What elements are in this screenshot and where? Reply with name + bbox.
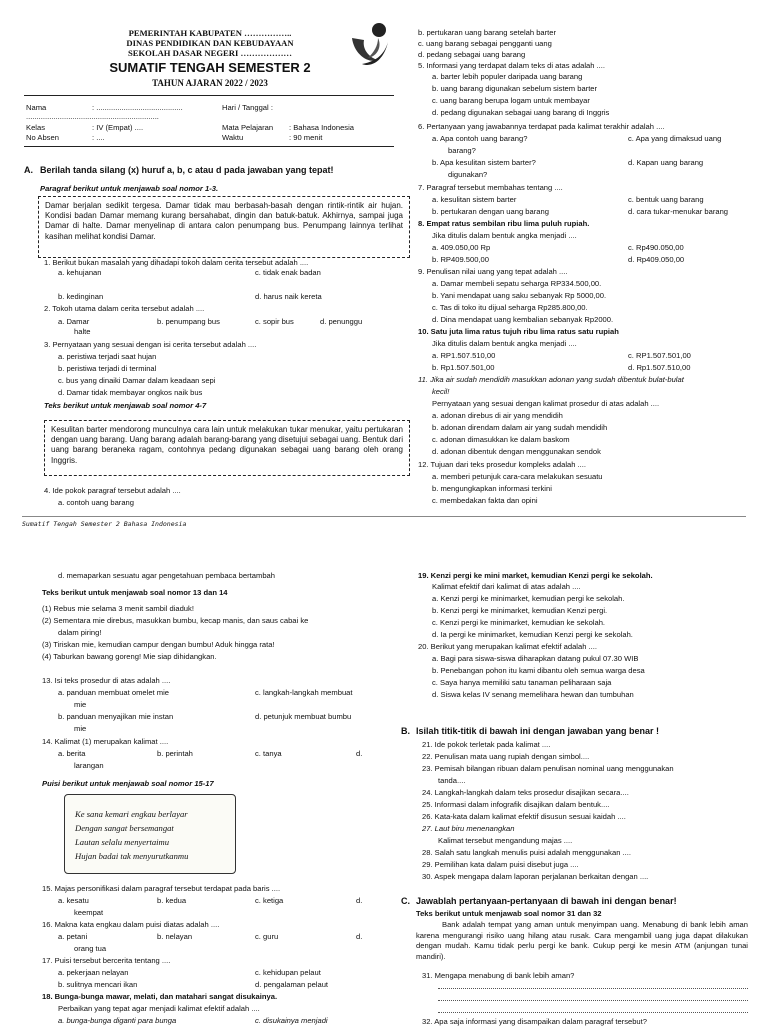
question-25: 25. Informasi dalam infografik disajikan dalam bentuk....: [422, 800, 610, 809]
question-10-sub: Jika ditulis dalam bentuk angka menjadi ....: [432, 339, 577, 348]
option-3d[interactable]: d. Damar tidak membayar ongkos naik bus: [58, 388, 203, 397]
option-19c[interactable]: c. Kenzi pergi ke minimarket, kemudian ke sekolah.: [432, 618, 606, 627]
school-logo: [348, 20, 394, 72]
poem-heading: Puisi berikut untuk menjawab soal nomor 15-17: [42, 779, 214, 788]
bank-passage: Bank adalah tempat yang aman untuk menyimpan uang. Menabung di bank lebih aman karena mengurangi risiko uang hilang atau rusak. Cara mengambil uang juga dapat dilakukan dengan mudah. Kamu tidak perlu pergi ke bank. Cukup pergi ke mesin ATM (anjungan tunai mandiri).: [416, 920, 748, 961]
question-7: 7. Paragraf tersebut membahas tentang ....: [418, 183, 563, 192]
footer-rule: [22, 516, 746, 517]
question-6: 6. Pertanyaan yang jawabannya terdapat pada kalimat terakhir adalah ....: [418, 122, 665, 131]
mie-step-3: (3) Tiriskan mie, kemudian campur dengan bumbu! Aduk hingga rata!: [42, 640, 275, 649]
option-16b[interactable]: b. nelayan: [157, 932, 193, 941]
poem-line-1: Ke sana kemari engkau berlayar: [75, 809, 188, 819]
exam-year: TAHUN AJARAN 2022 / 2023: [152, 78, 268, 88]
option-11b[interactable]: b. adonan direndam dalam air yang sudah mendidih: [432, 423, 608, 432]
question-12: 12. Tujuan dari teks prosedur kompleks adalah ....: [418, 460, 587, 469]
section-b-letter: B.: [401, 726, 410, 736]
option-14d[interactable]: d.: [356, 749, 363, 758]
option-5c[interactable]: c. uang barang berupa logam untuk membayar: [432, 96, 590, 105]
option-9b[interactable]: b. Yani mendapat uang saku sebanyak Rp 5000,00.: [432, 291, 607, 300]
option-7c[interactable]: c. bentuk uang barang: [628, 195, 704, 204]
option-4a[interactable]: a. contoh uang barang: [58, 498, 135, 507]
question-18-sub: Perbaikan yang tepat agar menjadi kalimat efektif adalah ....: [58, 1004, 260, 1013]
question-10: 10. Satu juta lima ratus tujuh ribu lima ratus satu rupiah: [418, 327, 619, 336]
option-11a[interactable]: a. adonan direbus di air yang mendidih: [432, 411, 563, 420]
question-16: 16. Makna kata engkau dalam puisi diatas adalah ....: [42, 920, 220, 929]
question-28: 28. Salah satu langkah menulis puisi adalah menggunakan ....: [422, 848, 631, 857]
option-1c[interactable]: c. tidak enak badan: [255, 268, 321, 277]
option-10a[interactable]: a. RP1.507.510,00: [432, 351, 496, 360]
label-kelas: Kelas: [26, 123, 45, 132]
answer-line-31b[interactable]: [438, 1000, 748, 1001]
option-8a[interactable]: a. 409.050,00 Rp: [432, 243, 491, 252]
option-10b[interactable]: b. Rp1.507.501,00: [432, 363, 495, 372]
option-13d[interactable]: d. petunjuk membuat bumbu: [255, 712, 352, 721]
option-6d[interactable]: d. Kapan uang barang: [628, 158, 704, 167]
option-1d[interactable]: d. harus naik kereta: [255, 292, 322, 301]
mie-step-4: (4) Taburkan bawang goreng! Mie siap dihidangkan.: [42, 652, 217, 661]
option-6d-continued: digunakan?: [448, 170, 488, 179]
label-nama: Nama: [26, 103, 47, 112]
option-13a[interactable]: a. panduan membuat omelet mie: [58, 688, 170, 697]
question-24: 24. Langkah-langkah dalam teks prosedur disajikan secara....: [422, 788, 629, 797]
option-10d[interactable]: d. Rp1.507.510,00: [628, 363, 691, 372]
option-13c[interactable]: c. langkah-langkah membuat: [255, 688, 353, 697]
question-22: 22. Penulisan mata uang rupiah dengan simbol....: [422, 752, 590, 761]
option-13a-continued: mie: [74, 700, 87, 709]
option-13b[interactable]: b. panduan menyajikan mie instan: [58, 712, 174, 721]
question-27: 27. Laut biru menenangkan: [422, 824, 515, 833]
option-15d-continued: keempat: [74, 908, 104, 917]
mie-step-2: (2) Sementara mie direbus, masukkan bumbu, kecap manis, dan saus cabai ke: [42, 616, 309, 625]
question-19: 19. Kenzi pergi ke mini market, kemudian Kenzi pergi ke sekolah.: [418, 571, 653, 580]
option-16d[interactable]: d.: [356, 932, 363, 941]
header-rule: [24, 95, 394, 96]
option-5a[interactable]: a. barter lebih populer daripada uang barang: [432, 72, 583, 81]
option-7a[interactable]: a. kesulitan sistem barter: [432, 195, 517, 204]
question-21: 21. Ide pokok terletak pada kalimat ....: [422, 740, 551, 749]
option-6a[interactable]: a. Apa contoh uang barang?: [432, 134, 528, 143]
paragraph-1-heading: Paragraf berikut untuk menjawab soal nomor 1-3.: [40, 184, 219, 193]
question-23-continued: tanda....: [438, 776, 466, 785]
question-1: 1. Berikut bukan masalah yang dihadapi tokoh dalam cerita tersebut adalah ....: [44, 258, 309, 267]
value-waktu: : 90 menit: [289, 133, 323, 142]
value-mapel: : Bahasa Indonesia: [289, 123, 355, 132]
section-c-title: Jawablah pertanyaan-pertanyaan di bawah ini dengan benar!: [416, 896, 677, 906]
option-18c[interactable]: c. disukainya menjadi: [255, 1016, 328, 1025]
question-23: 23. Pemisah bilangan ribuan dalam penulisan nominal uang menggunakan: [422, 764, 674, 773]
option-6c[interactable]: c. Apa yang dimaksud uang: [628, 134, 722, 143]
option-1b[interactable]: b. kedinginan: [58, 292, 104, 301]
option-16a[interactable]: a. petani: [58, 932, 88, 941]
reading-passage-barter: Kesulitan barter mendorong munculnya cara lain untuk melakukan tukar menukar, yaitu pertukaran dengan uang barang. Uang barang adalah barang-barang yang disetujui sebagai uang. Bentuk dari uang barang beraneka ragam, contohnya pedang digunakan sebagai uang barang oleh orang Inggris.: [44, 420, 410, 476]
label-waktu: Waktu: [222, 133, 244, 142]
option-12d[interactable]: d. memaparkan sesuatu agar pengetahuan pembaca bertambah: [58, 571, 275, 580]
question-11-continued: kecil!: [432, 387, 450, 396]
option-4d[interactable]: d. pedang sebagai uang barang: [418, 50, 526, 59]
option-8b[interactable]: b. RP409.500,00: [432, 255, 489, 264]
option-17c[interactable]: c. kehidupan pelaut: [255, 968, 321, 977]
option-20b[interactable]: b. Penebangan pohon itu kami dibantu oleh semua warga desa: [432, 666, 645, 675]
option-10c[interactable]: c. RP1.507.501,00: [628, 351, 691, 360]
exam-title: SUMATIF TENGAH SEMESTER 2: [109, 60, 311, 75]
label-hari-tanggal: Hari / Tanggal :: [222, 103, 273, 112]
option-15b[interactable]: b. kedua: [157, 896, 187, 905]
identity-rule: [24, 146, 394, 147]
question-32: 32. Apa saja informasi yang disampaikan dalam paragraf tersebut?: [422, 1017, 647, 1026]
option-3a[interactable]: a. peristiwa terjadi saat hujan: [58, 352, 157, 361]
question-2: 2. Tokoh utama dalam cerita tersebut adalah ....: [44, 304, 205, 313]
option-14d-continued: larangan: [74, 761, 104, 770]
option-12b[interactable]: b. mengungkapkan informasi terkini: [432, 484, 552, 493]
option-17a[interactable]: a. pekerjaan nelayan: [58, 968, 129, 977]
question-19-sub: Kalimat efektif dari kalimat di atas adalah ....: [432, 582, 581, 591]
question-30: 30. Aspek mengapa dalam laporan perjalanan berkaitan dengan ....: [422, 872, 649, 881]
option-2b[interactable]: b. penumpang bus: [157, 317, 220, 326]
option-14a[interactable]: a. berita: [58, 749, 86, 758]
label-absen: No Absen: [26, 133, 59, 142]
option-14b[interactable]: b. perintah: [157, 749, 193, 758]
question-17: 17. Puisi tersebut bercerita tentang ....: [42, 956, 171, 965]
question-26: 26. Kata-kata dalam kalimat efektif disusun sesuai kaidah ....: [422, 812, 626, 821]
header-government: PEMERINTAH KABUPATEN ……………..: [128, 28, 292, 38]
option-6b[interactable]: b. Apa kesulitan sistem barter?: [432, 158, 536, 167]
question-14: 14. Kalimat (1) merupakan kalimat ....: [42, 737, 169, 746]
option-17d[interactable]: d. pengalaman pelaut: [255, 980, 329, 989]
question-11: 11. Jika air sudah mendidih masukkan adonan yang sudah dibentuk bulat-bulat: [418, 375, 684, 384]
section-b-title: Isilah titik-titik di bawah ini dengan jawaban yang benar !: [416, 726, 660, 736]
section-c-letter: C.: [401, 896, 410, 906]
paragraph-2-heading: Teks berikut untuk menjawab soal nomor 4-7: [44, 401, 207, 410]
option-3b[interactable]: b. peristiwa terjadi di terminal: [58, 364, 157, 373]
question-5: 5. Informasi yang terdapat dalam teks di atas adalah ....: [418, 61, 605, 70]
option-3c[interactable]: c. bus yang dinaiki Damar dalam keadaan sepi: [58, 376, 216, 385]
option-7d[interactable]: d. cara tukar-menukar barang: [628, 207, 729, 216]
option-2d-continued: halte: [74, 327, 91, 336]
option-11d[interactable]: d. adonan dibentuk dengan menggunakan sendok: [432, 447, 601, 456]
option-14c[interactable]: c. tanya: [255, 749, 282, 758]
option-19d[interactable]: d. Ia pergi ke minimarket, kemudian Kenzi pergi ke sekolah.: [432, 630, 633, 639]
option-8d[interactable]: d. Rp409.050,00: [628, 255, 685, 264]
question-9: 9. Penulisan nilai uang yang tepat adalah ....: [418, 267, 568, 276]
option-15d[interactable]: d.: [356, 896, 363, 905]
poem-line-2: Dengan sangat bersemangat: [75, 823, 174, 833]
option-9c[interactable]: c. Tas di toko itu dijual seharga Rp285.800,00.: [432, 303, 588, 312]
question-8-sub: Jika ditulis dalam bentuk angka menjadi ....: [432, 231, 577, 240]
question-20: 20. Berikut yang merupakan kalimat efektif adalah ....: [418, 642, 597, 651]
option-4c[interactable]: c. uang barang sebagai pengganti uang: [418, 39, 552, 48]
option-20c[interactable]: c. Saya hanya memiliki satu tanaman peliharaan saja: [432, 678, 612, 687]
option-18a[interactable]: a. bunga-bunga diganti para bunga: [58, 1016, 177, 1025]
option-8c[interactable]: c. Rp490.050,00: [628, 243, 684, 252]
option-19a[interactable]: a. Kenzi pergi ke minimarket, kemudian pergi ke sekolah.: [432, 594, 625, 603]
question-3: 3. Pernyataan yang sesuai dengan isi cerita tersebut adalah ....: [44, 340, 257, 349]
question-8: 8. Empat ratus sembilan ribu lima puluh rupiah.: [418, 219, 590, 228]
field-nama[interactable]: : .........................................: [92, 103, 183, 112]
option-16c[interactable]: c. guru: [255, 932, 279, 941]
header-department: DINAS PENDIDIKAN DAN KEBUDAYAAN: [126, 38, 294, 48]
option-12c[interactable]: c. membedakan fakta dan opini: [432, 496, 538, 505]
value-kelas: : IV (Empat) ....: [92, 123, 144, 132]
question-18: 18. Bunga-bunga mawar, melati, dan matahari sangat disukainya.: [42, 992, 278, 1001]
option-6c-continued: barang?: [448, 146, 476, 155]
option-13b-continued: mie: [74, 724, 87, 733]
answer-line-31a[interactable]: [438, 988, 748, 989]
option-2c[interactable]: c. sopir bus: [255, 317, 294, 326]
poem-line-3: Lautan selalu menyertaimu: [75, 837, 170, 847]
option-2a[interactable]: a. Damar: [58, 317, 90, 326]
option-16d-continued: orang tua: [74, 944, 107, 953]
option-20d[interactable]: d. Siswa kelas IV senang memelihara hewan dan tumbuhan: [432, 690, 634, 699]
poem-scroll: [64, 794, 236, 874]
mie-step-1: (1) Rebus mie selama 3 menit sambil diaduk!: [42, 604, 194, 613]
header-school: SEKOLAH DASAR NEGERI ………………: [127, 48, 293, 58]
label-mapel: Mata Pelajaran: [222, 123, 274, 132]
option-15a[interactable]: a. kesatu: [58, 896, 89, 905]
option-15c[interactable]: c. ketiga: [255, 896, 284, 905]
option-5d[interactable]: d. pedang digunakan sebagai uang barang di Inggris: [432, 108, 610, 117]
question-29: 29. Pemilihan kata dalam puisi disebut juga ....: [422, 860, 579, 869]
option-12a[interactable]: a. memberi petunjuk cara-cara melakukan sesuatu: [432, 472, 603, 481]
option-4b[interactable]: b. pertukaran uang barang setelah barter: [418, 28, 557, 37]
answer-line-31c[interactable]: [438, 1012, 748, 1013]
page-footer: Sumatif Tengah Semester 2 Bahasa Indonesia: [22, 520, 187, 528]
option-5b[interactable]: b. uang barang digunakan sebelum sistem barter: [432, 84, 598, 93]
option-7b[interactable]: b. pertukaran dengan uang barang: [432, 207, 549, 216]
question-4: 4. Ide pokok paragraf tersebut adalah ....: [44, 486, 181, 495]
option-1a[interactable]: a. kehujanan: [58, 268, 102, 277]
option-17b[interactable]: b. sulitnya mencari ikan: [58, 980, 138, 989]
option-11c[interactable]: c. adonan dimasukkan ke dalam baskom: [432, 435, 570, 444]
mie-text-heading: Teks berikut untuk menjawab soal nomor 13 dan 14: [42, 588, 228, 597]
option-20a[interactable]: a. Bagi para siswa-siswa diharapkan datang pukul 07.30 WIB: [432, 654, 639, 663]
field-absen[interactable]: : ....: [92, 133, 105, 142]
section-a-title: Berilah tanda silang (x) huruf a, b, c atau d pada jawaban yang tepat!: [40, 165, 334, 175]
field-nama-continued[interactable]: ...............................................................: [26, 112, 159, 121]
reading-passage-damar: Damar berjalan sedikit tergesa. Damar tidak mau berbasah-basah dengan rintik-rintik air hujan. Kondisi badan Damar memang kurang bersahabat, dingin dan batuk-batuk. Akhirnya, sampai juga Damar di halte. Damar menyelinap di antara calon penumpang bus. Penumpang lainnya terlihat kasihan melihat kondisi Damar.: [38, 196, 410, 258]
question-13: 13. Isi teks prosedur di atas adalah ....: [42, 676, 171, 685]
question-11-sub: Pernyataan yang sesuai dengan kalimat prosedur di atas adalah ....: [432, 399, 660, 408]
question-15: 15. Majas personifikasi dalam paragraf tersebut terdapat pada baris ....: [42, 884, 281, 893]
option-19b[interactable]: b. Kenzi pergi ke minimarket, kemudian Kenzi pergi.: [432, 606, 608, 615]
section-a-letter: A.: [24, 165, 33, 175]
option-2d[interactable]: d. penunggu: [320, 317, 363, 326]
question-31: 31. Mengapa menabung di bank lebih aman?: [422, 971, 575, 980]
poem-line-4: Hujan badai tak menyurutkanmu: [75, 851, 189, 861]
question-27-continued: Kalimat tersebut mengandung majas ....: [438, 836, 573, 845]
option-9d[interactable]: d. Dina mendapat uang kembalian sebanyak Rp2000.: [432, 315, 614, 324]
section-c-heading: Teks berikut untuk menjawab soal nomor 31 dan 32: [416, 909, 602, 918]
option-9a[interactable]: a. Damar membeli sepatu seharga RP334.500,00.: [432, 279, 602, 288]
mie-step-2-continued: dalam piring!: [58, 628, 102, 637]
